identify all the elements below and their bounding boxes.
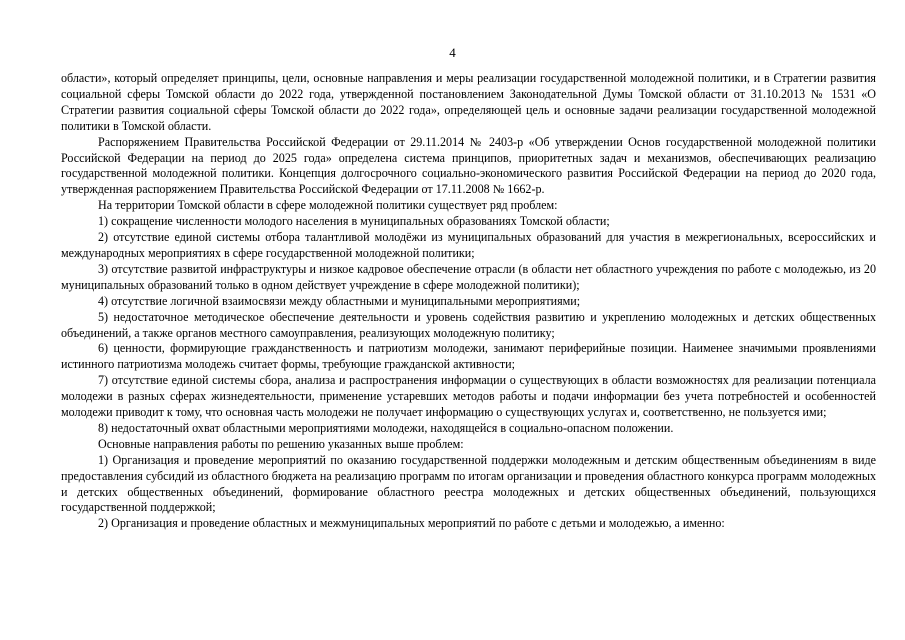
paragraph: На территории Томской области в сфере молодежной политики существует ряд проблем: <box>98 198 558 213</box>
paragraph: Основные направления работы по решению указанных выше проблем: <box>98 436 464 451</box>
paragraph: области», который определяет принципы, цели, основные направления и меры реализации государственной молодежной политики, и в Стратегии развития социальной сферы Томской области до 2022 года, утвержденной постановлением Законодательной Думы Томской области от 31.10.2013 № 1531 «О Стратегии развития социальной сферы Томской области до 2022 года», определяющей цель и основные задачи реализации государственной молодежной политики в Томской области. <box>61 71 876 133</box>
list-item: 1) сокращение численности молодого населения в муниципальных образованиях Томской области; <box>98 214 610 229</box>
list-item: 2) отсутствие единой системы отбора талантливой молодёжи из муниципальных образований для участия в межрегиональных, всероссийских и международных мероприятиях в сфере государственной молодежной политики; <box>61 230 876 260</box>
list-item: 2) Организация и проведение областных и межмуниципальных мероприятий по работе с детьми и молодежью, а именно: <box>98 516 725 531</box>
page-number: 4 <box>449 45 456 60</box>
paragraph: Распоряжением Правительства Российской Федерации от 29.11.2014 № 2403-р «Об утверждении Основ государственной молодежной политики Российской Федерации на период до 2025 года» определена система принципов, приоритетных задач и механизмов, обеспечивающих реализацию государственной молодежной политики. Концепция долгосрочного социально-экономического развития Российской Федерации на период до 2020 года, утвержденная распоряжением Правительства Российской Федерации от 17.11.2008 № 1662-р. <box>61 134 876 197</box>
list-item: 6) ценности, формирующие гражданственность и патриотизм молодежи, занимают периферийные позиции. Наименее значимыми проявлениями истинного патриотизма молодежь считает формы, требующие гражданской активности; <box>61 341 876 372</box>
list-item: 5) недостаточное методическое обеспечение деятельности и уровень содействия развитию и укреплению молодежных и детских общественных объединений, а также органов местного самоуправления, реализующих молодежную политику; <box>61 309 876 340</box>
list-item: 4) отсутствие логичной взаимосвязи между областными и муниципальными мероприятиями; <box>98 293 581 308</box>
list-item: 1) Организация и проведение мероприятий по оказанию государственной поддержки молодежным и детским общественным объединениям в виде предоставления субсидий из областного бюджета на реализацию программ по итогам организации и проведения областного конкурса программ молодежных и детских общественных объединений, формирование областного реестра молодежных и детских общественных объединений, пользующихся государственной поддержкой; <box>61 452 876 515</box>
list-item: 7) отсутствие единой системы сбора, анализа и распространения информации о существующих в области возможностях для реализации потенциала молодежи в разных сферах жизнедеятельности, применение устаревших методов работы и подачи информации без учета потребностей и особенностей молодежи приводит к тому, что основная часть молодежи не получает информацию о существующих услугах и, соответственно, не пользуется ими; <box>61 373 876 420</box>
body-text <box>61 71 876 532</box>
list-item: 8) недостаточный охват областными мероприятиями молодежи, находящейся в социально-опасном положении. <box>98 420 674 435</box>
list-item: 3) отсутствие развитой инфраструктуры и низкое кадровое обеспечение отрасли (в области нет областного учреждения по работе с молодежью, из 20 муниципальных образований только в одном действует учреждение в сфере молодежной политики); <box>61 261 876 292</box>
